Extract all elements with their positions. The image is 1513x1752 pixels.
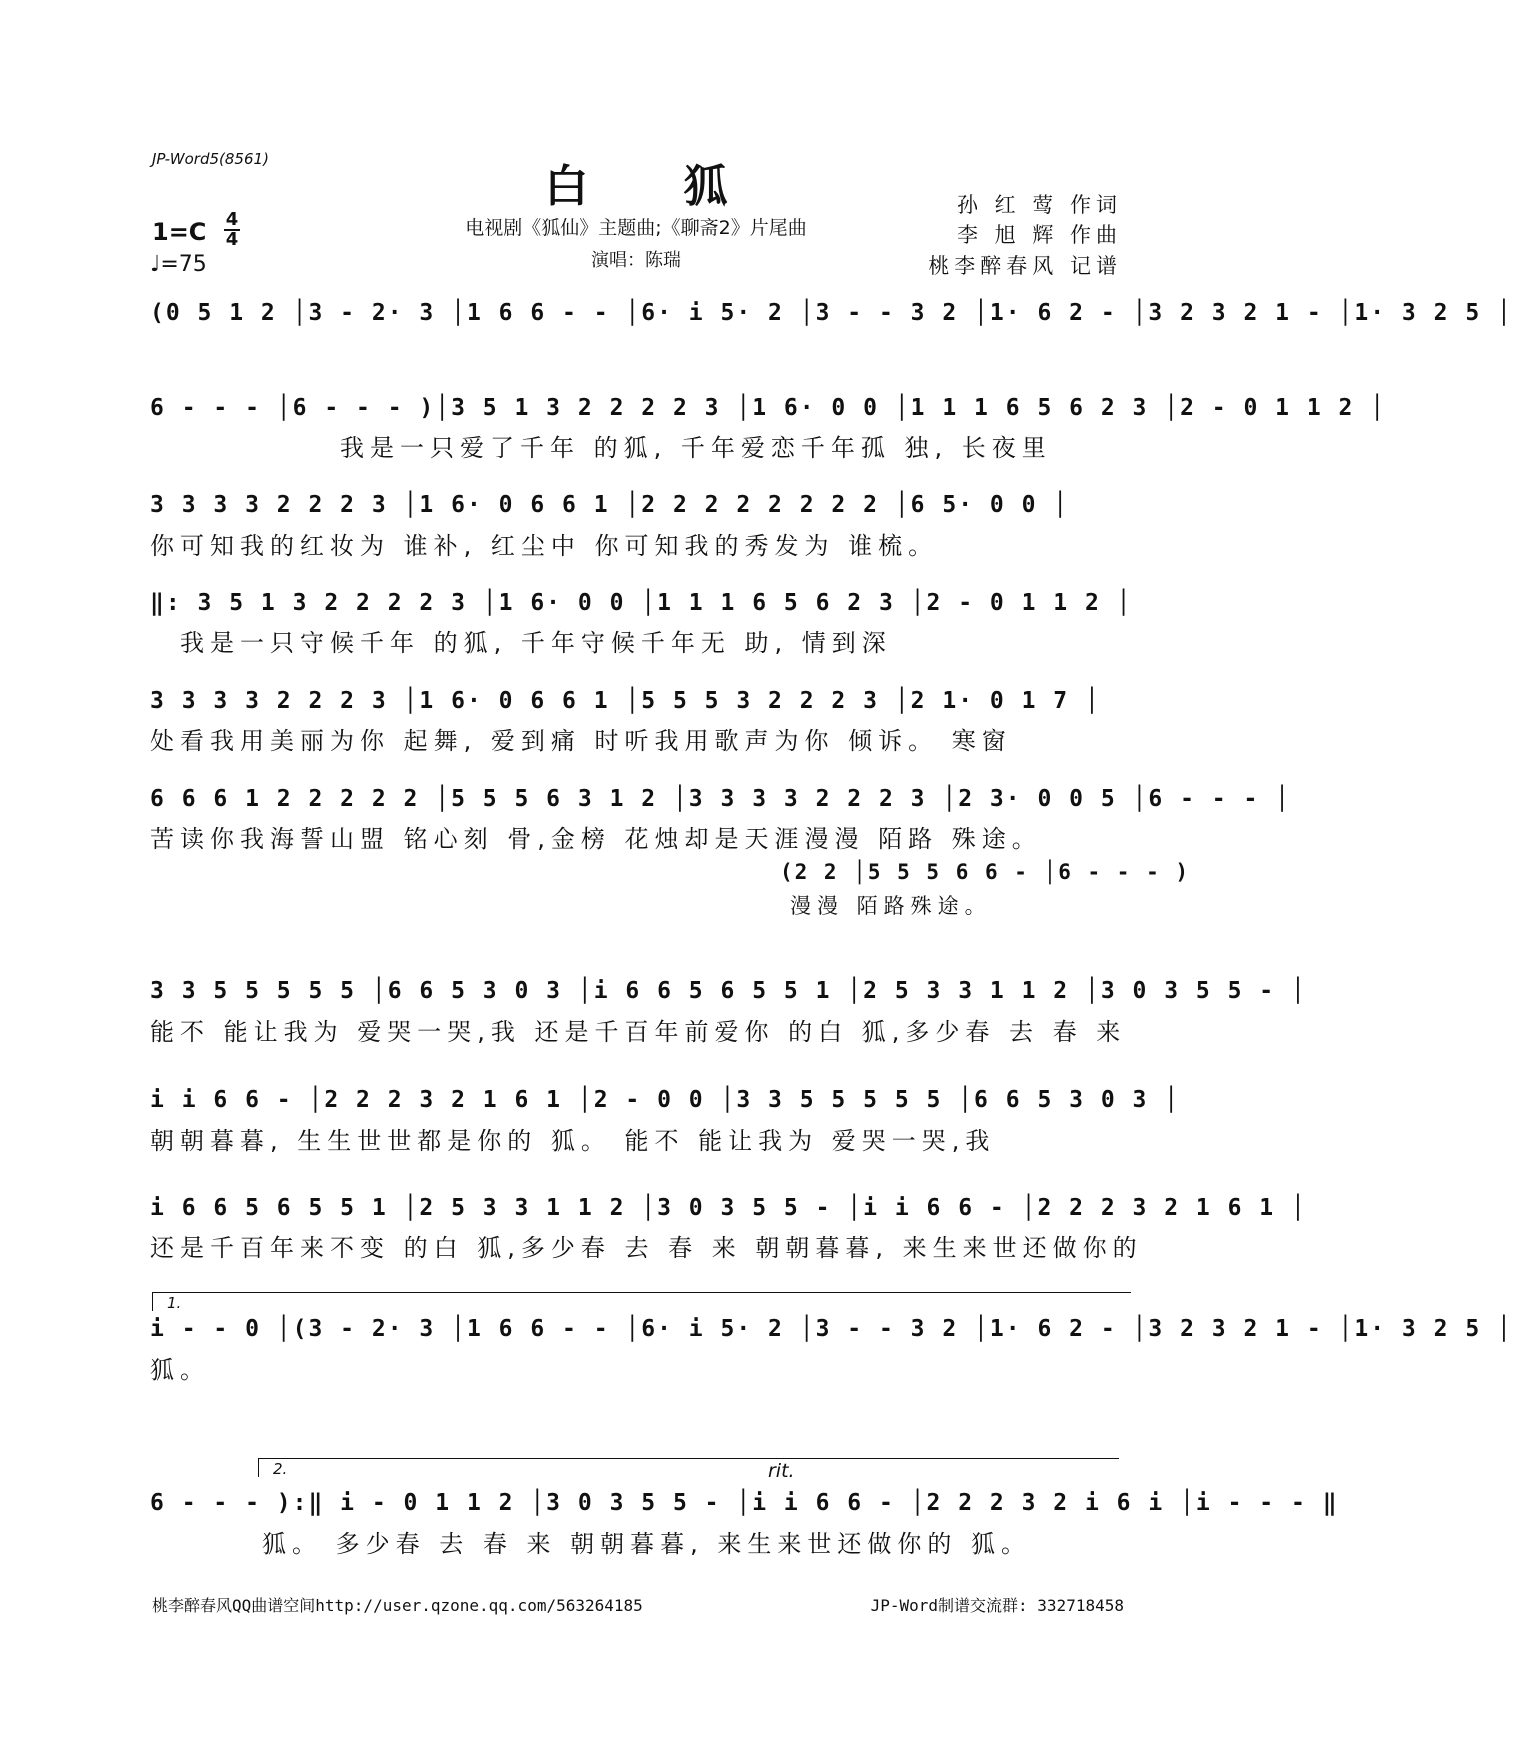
score-line: 3 3 3 3 2 2 2 3 │1 6· 0 6 6 1 │5 5 5 3 2 2 2 3 │2 1· 0 1 7 │ [150, 688, 1101, 714]
ritardando-marking: rit. [768, 1460, 795, 1482]
score-line: 3 3 5 5 5 5 5 │6 6 5 3 0 3 │i 6 6 5 6 5 5 1 │2 5 3 3 1 1 2 │3 0 3 5 5 - │ [150, 978, 1307, 1004]
time-top: 4 [225, 209, 239, 230]
score-line: 6 - - - ):‖ i - 0 1 1 2 │3 0 3 5 5 - │i i 6 6 - │2 2 2 3 2 i 6 i │i - - - ‖ [150, 1490, 1339, 1516]
lyric-line: 还是千百年来不变 的白 狐,多少春 去 春 来 朝朝暮暮, 来生来世还做你的 [150, 1234, 1143, 1262]
lyric-line: 我是一只爱了千年 的狐, 千年爱恋千年孤 独, 长夜里 [340, 434, 1052, 462]
key-signature: 1=C [152, 218, 207, 246]
tempo-marking: ♩=75 [150, 252, 207, 277]
singer-label: 演唱：陈瑞 [591, 250, 681, 271]
source-label: JP-Word5(8561) [152, 150, 269, 168]
score-line-alt: (2 2 │5 5 5 6 6 - │6 - - - ) [780, 860, 1191, 884]
score-line: 6 - - - │6 - - - )│3 5 1 3 2 2 2 2 3 │1 6· 0 0 │1 1 1 6 5 6 2 3 │2 - 0 1 1 2 │ [150, 395, 1387, 421]
lyric-line: 苦读你我海誓山盟 铭心刻 骨,金榜 花烛却是天涯漫漫 陌路 殊途。 [150, 825, 1042, 853]
second-ending-label: 2. [273, 1460, 288, 1478]
score-line: 3 3 3 3 2 2 2 3 │1 6· 0 6 6 1 │2 2 2 2 2 2 2 2 │6 5· 0 0 │ [150, 492, 1070, 518]
score-line: i - - 0 │(3 - 2· 3 │1 6 6 - - │6· i 5· 2 │3 - - 3 2 │1· 6 2 - │3 2 3 2 1 - │1· 3 2 5 │ [150, 1316, 1513, 1342]
first-ending-bracket [152, 1292, 1131, 1311]
transcriber-credit: 桃李醉春风 记谱 [928, 254, 1122, 278]
time-signature [224, 209, 240, 250]
first-ending-label: 1. [167, 1294, 182, 1312]
song-subtitle: 电视剧《狐仙》主题曲;《聊斋2》片尾曲 [465, 217, 807, 239]
score-line: ‖: 3 5 1 3 2 2 2 2 3 │1 6· 0 0 │1 1 1 6 5 6 2 3 │2 - 0 1 1 2 │ [150, 590, 1133, 616]
lyric-line: 我是一只守候千年 的狐, 千年守候千年无 助, 情到深 [180, 629, 892, 657]
lyric-line: 能不 能让我为 爱哭一哭,我 还是千百年前爱你 的白 狐,多少春 去 春 来 [150, 1018, 1127, 1046]
score-line: i 6 6 5 6 5 5 1 │2 5 3 3 1 1 2 │3 0 3 5 5 - │i i 6 6 - │2 2 2 3 2 1 6 1 │ [150, 1195, 1307, 1221]
lyric-line-alt: 漫漫 陌路殊途。 [790, 894, 992, 918]
song-title: 白 狐 [544, 161, 768, 212]
lyric-line: 狐。 多少春 去 春 来 朝朝暮暮, 来生来世还做你的 狐。 [262, 1530, 1032, 1558]
score-line: (0 5 1 2 │3 - 2· 3 │1 6 6 - - │6· i 5· 2 │3 - - 3 2 │1· 6 2 - │3 2 3 2 1 - │1· 3 2 5 │ [150, 300, 1513, 326]
footer-group-text: JP-Word制谱交流群: 332718458 [870, 1596, 1124, 1615]
lyric-line: 朝朝暮暮, 生生世世都是你的 狐。 能不 能让我为 爱哭一哭,我 [150, 1127, 996, 1155]
lyric-line: 你可知我的红妆为 谁补, 红尘中 你可知我的秀发为 谁梳。 [150, 532, 939, 560]
lyric-line: 处看我用美丽为你 起舞, 爱到痛 时听我用歌声为你 倾诉。 寒窗 [150, 727, 1012, 755]
score-line: i i 6 6 - │2 2 2 3 2 1 6 1 │2 - 0 0 │3 3 5 5 5 5 5 │6 6 5 3 0 3 │ [150, 1087, 1181, 1113]
lyricist-credit: 孙 红 莺 作词 [956, 193, 1122, 217]
composer-credit: 李 旭 辉 作曲 [956, 223, 1122, 247]
lyric-line: 狐。 [150, 1356, 210, 1384]
second-ending-bracket [258, 1458, 1119, 1477]
footer-link-text: 桃李醉春风QQ曲谱空间http://user.qzone.qq.com/563264185 [152, 1596, 643, 1615]
time-bottom: 4 [225, 229, 239, 250]
score-line: 6 6 6 1 2 2 2 2 2 │5 5 5 6 3 1 2 │3 3 3 3 2 2 2 3 │2 3· 0 0 5 │6 - - - │ [150, 786, 1291, 812]
